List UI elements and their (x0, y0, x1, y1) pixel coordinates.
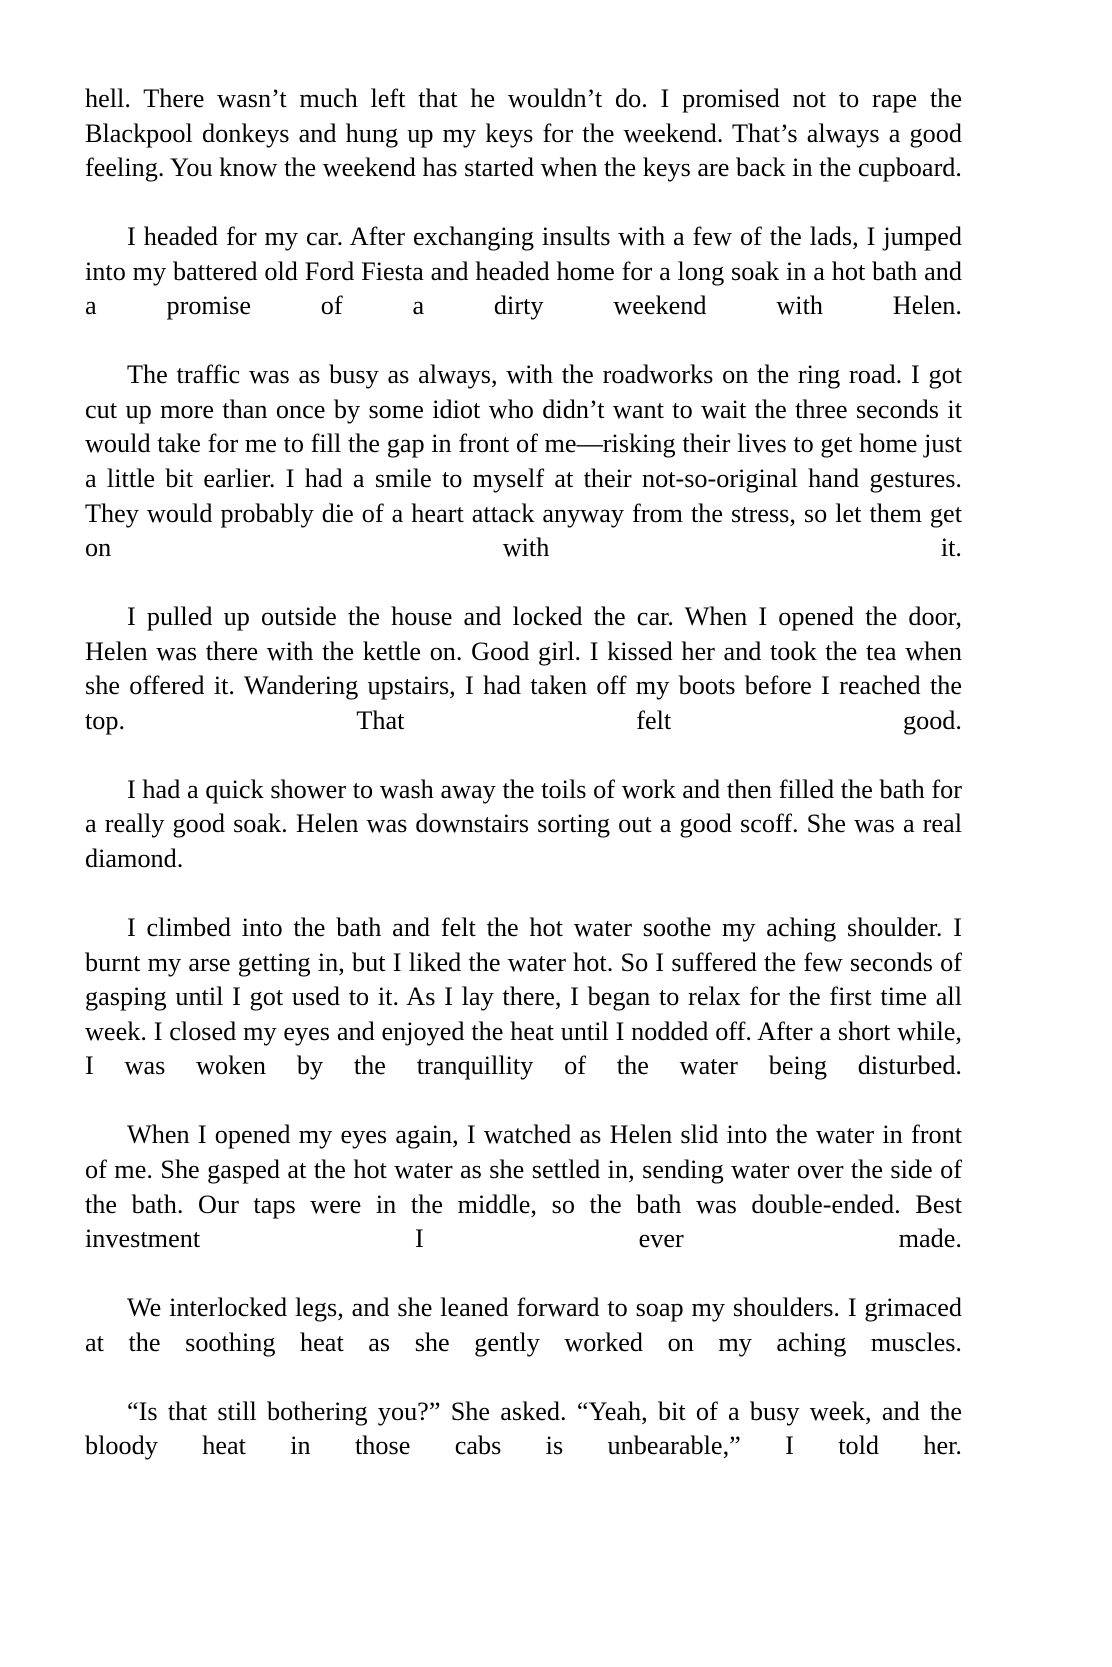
paragraph-9: “Is that still bothering you?” She asked. “Yeah, bit of a busy week, and the bloody heat in those cabs is unbearable,” I told her. (85, 1396, 962, 1461)
page-text-block (85, 82, 962, 1498)
paragraph-7: When I opened my eyes again, I watched as Helen slid into the water in front of me. She gasped at the hot water as she settled in, sending water over the side of the bath. Our taps were in the middle, so the bath was double-ended. Best investment I ever made. (85, 1120, 962, 1254)
paragraph-6: I climbed into the bath and felt the hot water soothe my aching shoulder. I burnt my arse getting in, but I liked the water hot. So I suffered the few seconds of gasping until I got used to it. As I lay there, I began to relax for the first time all week. I closed my eyes and enjoyed the heat until I nodded off. After a short while, I was woken by the tranquillity of the water being disturbed. (85, 913, 962, 1081)
paragraph-4: I pulled up outside the house and locked the car. When I opened the door, Helen was there with the kettle on. Good girl. I kissed her and took the tea when she offered it. Wandering upstairs, I had taken off my boots before I reached the top. That felt good. (85, 602, 962, 735)
paragraph-8: We interlocked legs, and she leaned forward to soap my shoulders. I grimaced at the soothing heat as she gently worked on my aching muscles. (85, 1293, 962, 1357)
paragraph-2: I headed for my car. After exchanging insults with a few of the lads, I jumped into my battered old Ford Fiesta and headed home for a long soak in a hot bath and a promise of a dirty weekend with Helen. (85, 222, 962, 321)
paragraph-1: hell. There wasn’t much left that he wouldn’t do. I promised not to rape the Blackpool donkeys and hung up my keys for the weekend. That’s always a good feeling. You know the weekend has started when the keys are back in the cupboard. (85, 84, 962, 183)
paragraph-5: I had a quick shower to wash away the toils of work and then filled the bath for a really good soak. Helen was downstairs sorting out a good scoff. She was a real diamond. (85, 774, 962, 874)
paragraph-3: The traffic was as busy as always, with the roadworks on the ring road. I got cut up more than once by some idiot who didn’t want to wait the three seconds it would take for me to fill the gap in front of me—risking their lives to get home just a little bit earlier. I had a smile to myself at their not-so-original hand gestures. They would probably die of a heart attack anyway from the stress, so let them get on with it. (85, 360, 962, 563)
